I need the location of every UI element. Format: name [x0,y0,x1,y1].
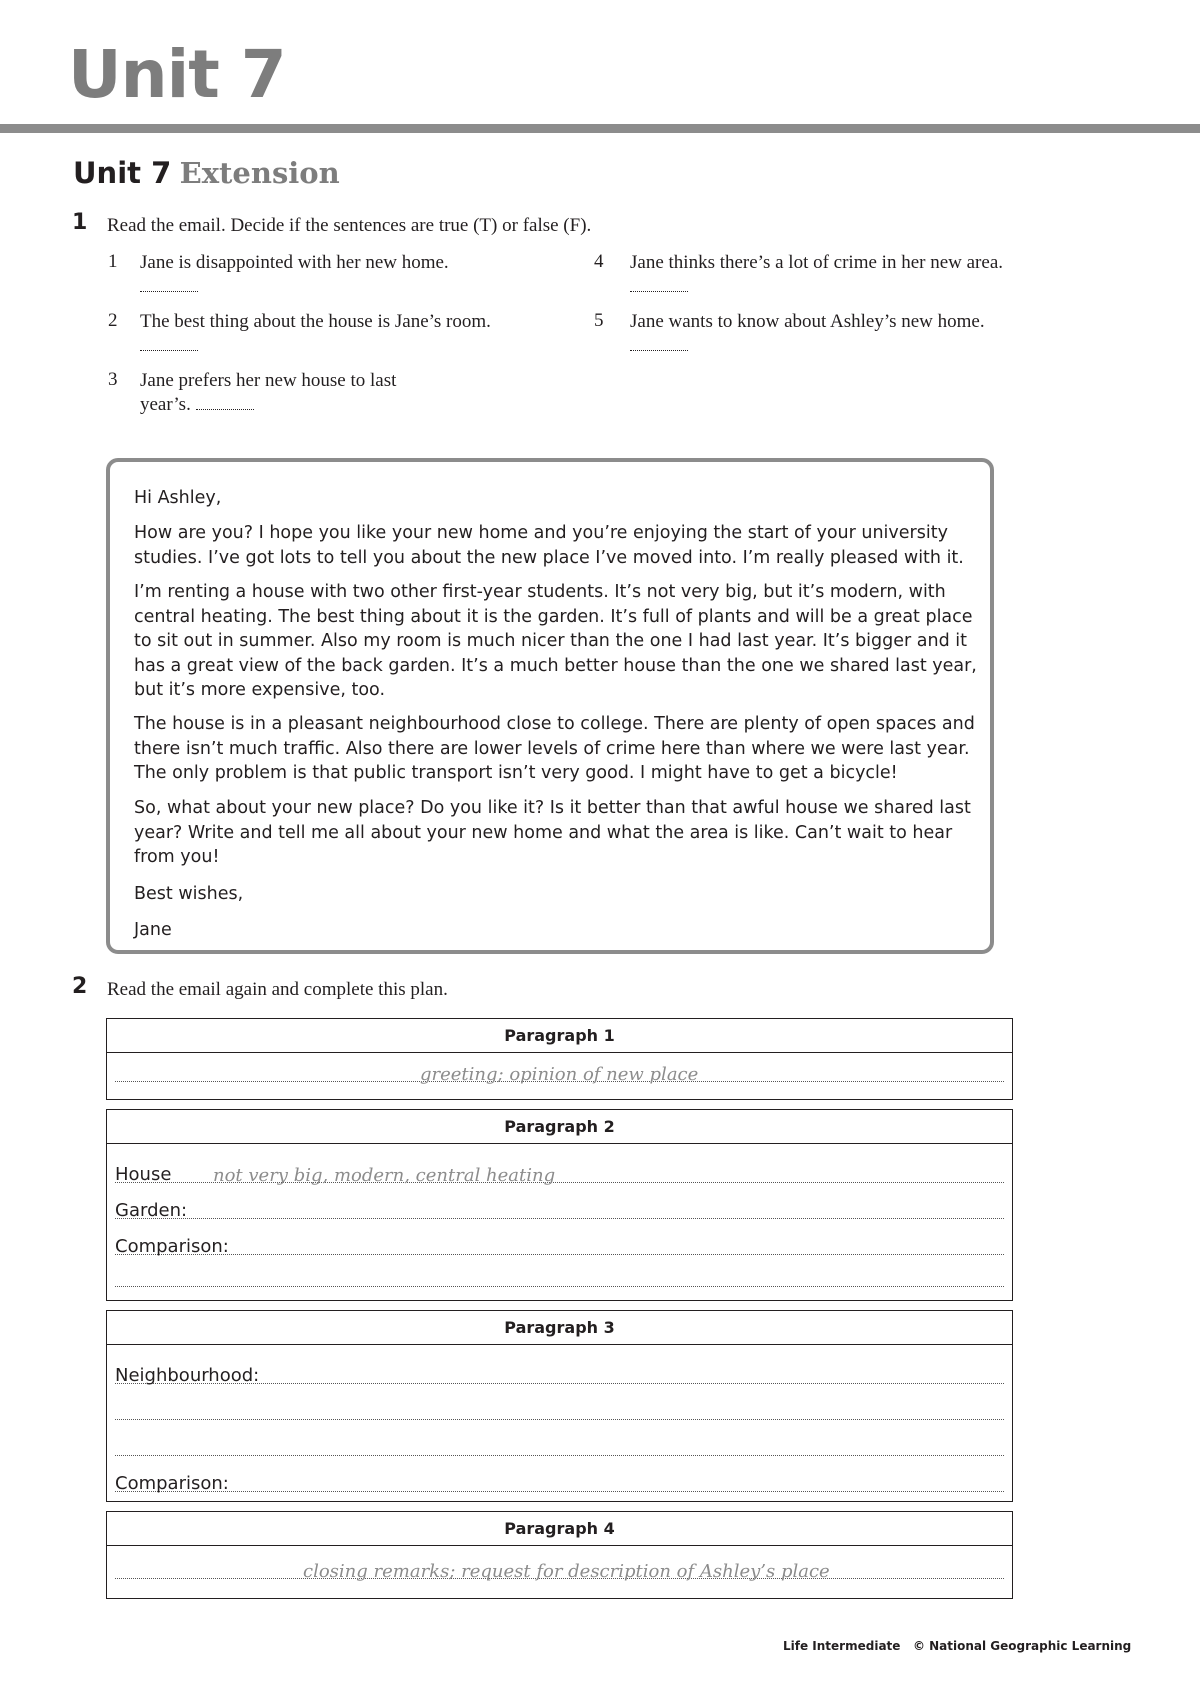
question-text: Jane thinks there’s a lot of crime in her new area. [630,251,1020,299]
section-title-extension: Extension [179,156,340,190]
answer-line[interactable] [115,1552,1004,1582]
plan-paragraph-3 [106,1310,1013,1502]
answer-blank[interactable] [140,336,198,351]
email-paragraph-4: So, what about your new place? Do you like it? Is it better than that awful house we shared last year? Write and tell me all about your new home and what the area is like. Can’t wait to hear from you! [134,798,971,867]
answer-blank[interactable] [196,395,254,410]
plan-heading: Paragraph 4 [107,1512,1012,1546]
email-paragraph-3: The house is in a pleasant neighbourhood close to college. There are plenty of open spaces and there isn’t much traffic. Also there are lower levels of crime here than where we were last year. The only problem is that public transport isn’t very good. I might have to get a bicycle! [134,714,975,783]
email-greeting: Hi Ashley, [134,488,222,508]
plan-paragraph-2 [106,1109,1013,1301]
answer-blank[interactable] [630,336,688,351]
section-title-unit: Unit 7 [73,156,172,190]
house-label: House [115,1164,172,1185]
answer-line[interactable] [115,1429,1004,1456]
email-signoff: Best wishes, [134,884,244,904]
question-number: 4 [594,251,604,272]
answer-blank[interactable] [140,277,198,292]
neighbourhood-label: Neighbourhood: [115,1365,260,1386]
plan-paragraph-4 [106,1511,1013,1599]
question-text: Jane prefers her new house to last year’s. [140,370,397,415]
comparison-line[interactable] [115,1465,1004,1492]
neighbourhood-line[interactable] [115,1357,1004,1384]
question-text: The best thing about the house is Jane’s room. [140,310,500,358]
footer-credit: Life Intermediate © National Geographic Learning [783,1639,1132,1653]
comparison-label: Comparison: [115,1473,229,1494]
plan-heading: Paragraph 1 [107,1019,1012,1053]
answer-line[interactable] [115,1260,1004,1287]
question-number: 1 [108,251,118,272]
question-number: 3 [108,369,118,390]
answer-line[interactable] [115,1055,1004,1085]
email-paragraph-2: I’m renting a house with two other first-year students. It’s not very big, but it’s modern, with central heating. The best thing about it is the garden. It’s full of plants and will be a great place to sit out in summer. Also my room is much nicer than the one I had last year. It’s bigger and it has a great view of the back garden. It’s a much better house than the one we shared last year, but it’s more expensive, too. [134,582,977,700]
unit-heading: Unit 7 [68,36,286,113]
exercise-1-instruction: Read the email. Decide if the sentences are true (T) or false (F). [107,215,592,236]
email-paragraph-1: How are you? I hope you like your new home and you’re enjoying the start of your university studies. I’ve got lots to tell you about the new place I’ve moved into. I’m really pleased with it. [134,523,964,568]
garden-line[interactable] [115,1192,1004,1219]
sample-answer: not very big, modern, central heating [213,1165,556,1186]
exercise-1-number: 1 [72,210,88,235]
question-number: 2 [108,310,118,331]
section-title [73,156,340,191]
comparison-line[interactable] [115,1228,1004,1255]
plan-heading: Paragraph 2 [107,1110,1012,1144]
email-signature: Jane [134,920,172,940]
question-text: Jane wants to know about Ashley’s new home. [630,310,1000,358]
question-number: 5 [594,310,604,331]
question-text: Jane is disappointed with her new home. [140,251,450,299]
plan-heading: Paragraph 3 [107,1311,1012,1345]
house-line[interactable] [115,1156,1004,1186]
exercise-2-number: 2 [72,974,88,999]
garden-label: Garden: [115,1200,188,1221]
answer-blank[interactable] [630,277,688,292]
sample-answer: greeting; opinion of new place [420,1064,699,1085]
plan-paragraph-1 [106,1018,1013,1100]
exercise-2-instruction: Read the email again and complete this plan. [107,979,448,1000]
comparison-label: Comparison: [115,1236,229,1257]
sample-answer: closing remarks; request for description of Ashley’s place [303,1561,830,1582]
answer-line[interactable] [115,1393,1004,1420]
header-rule [0,124,1200,133]
